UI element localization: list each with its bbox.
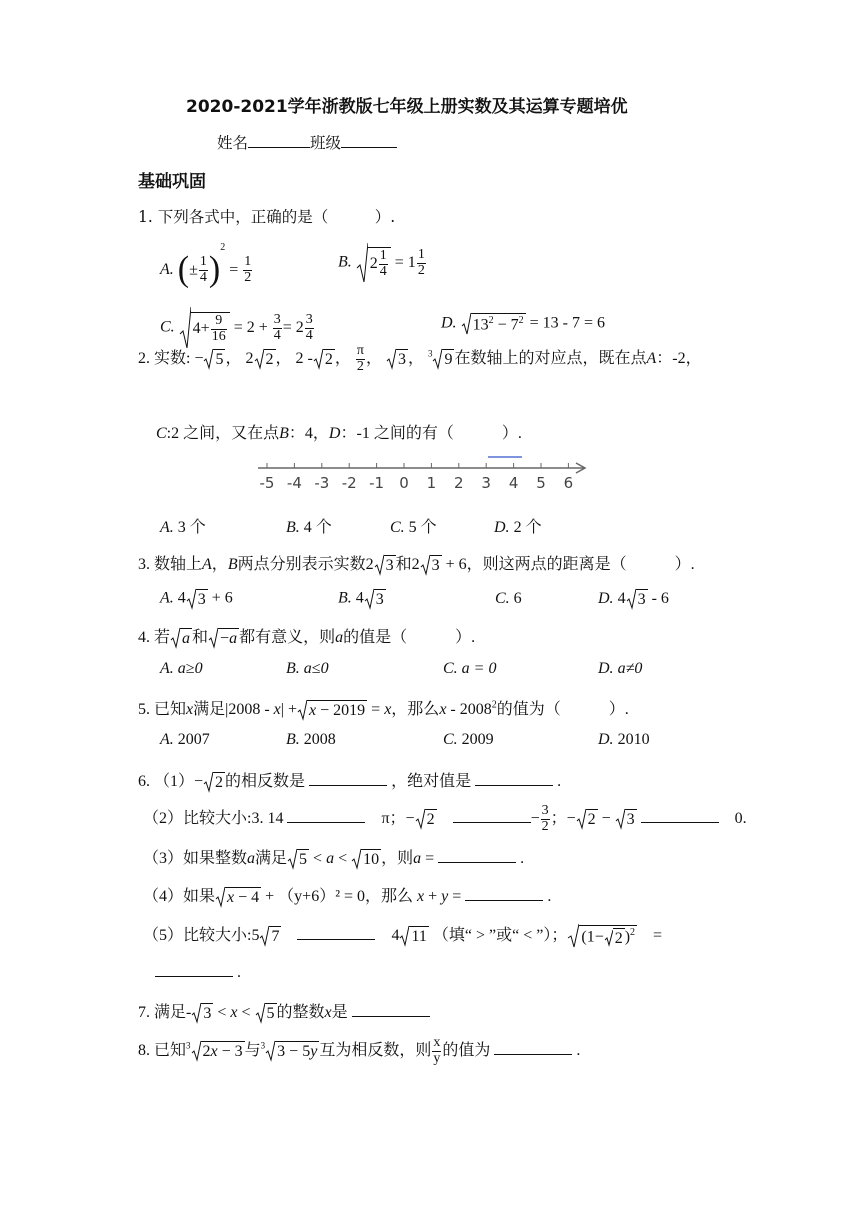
q3-options xyxy=(160,588,669,610)
q7-stem: 7. 满足- 3 < x < 5 的整数x是 xyxy=(138,999,430,1024)
q1-stem: 1. 下列各式中，正确的是（ ）. xyxy=(138,208,396,226)
name-blank[interactable] xyxy=(248,135,310,148)
q6-part1: 6. （1）− 2 的相反数是 ，绝对值是 . xyxy=(138,773,562,792)
q5-options xyxy=(160,731,650,749)
tick-label: 4 xyxy=(508,474,519,492)
tick-label: -5 xyxy=(259,474,275,492)
option-c[interactable]: C. 5 个 xyxy=(390,519,437,536)
q4-stem: 4. 若 a 和 −a 都有意义，则a的值是（ ）. xyxy=(138,629,476,648)
option-b[interactable]: B. 4 个 xyxy=(286,519,332,536)
section-title: 基础巩固 xyxy=(138,172,206,192)
option-a[interactable]: A. 4 3 + 6 xyxy=(160,589,233,608)
q5-stem: 5. 已知x满足|2008 - x| + x − 2019 = x，那么x - 2008$^2$的值为（ ）. xyxy=(138,699,629,720)
option-c[interactable]: C. 2009 xyxy=(443,731,494,748)
answer-blank[interactable] xyxy=(287,808,365,823)
option-a[interactable]: A. a≥0 xyxy=(160,660,203,677)
option-b[interactable]: B. a≤0 xyxy=(286,660,329,677)
option-d[interactable]: D. a≠0 xyxy=(598,660,643,677)
tick-label: 5 xyxy=(536,474,546,492)
answer-blank[interactable] xyxy=(465,886,543,901)
tick-label: 0 xyxy=(399,474,409,492)
tick-label: -1 xyxy=(369,474,385,492)
answer-blank[interactable] xyxy=(309,771,387,786)
option-c[interactable]: C. 6 xyxy=(495,589,522,607)
tick-label: 6 xyxy=(563,474,574,492)
name-class-line xyxy=(217,131,397,153)
q6-part5-line2: . xyxy=(155,962,241,982)
tick-label: -2 xyxy=(341,474,357,492)
option-b[interactable]: B. 2008 xyxy=(286,731,336,748)
tick-label: 3 xyxy=(481,474,491,492)
q6-part5: （5）比较大小:5 7 4 11 （填“ > ”或“ < ”）； (1− 2 )$^2$ = xyxy=(143,922,833,949)
q2-stem-line1: 2. 实数: − 5 ， 2 2 ， 2 - 2 ， $\frac{\pi}{2}$ ， 3 ， $^3$ 9 在数轴上的对应点，既在点A：-2， xyxy=(138,343,702,374)
answer-blank[interactable] xyxy=(475,771,553,786)
option-a[interactable]: A. 3 个 xyxy=(160,519,206,536)
option-label: B. xyxy=(338,253,352,271)
answer-blank[interactable] xyxy=(494,1040,572,1055)
page-title: 2020-2021学年浙教版七年级上册实数及其运算专题培优 xyxy=(186,97,628,117)
option-d[interactable]: D. 2010 xyxy=(598,731,650,748)
q2-options xyxy=(160,514,542,537)
tick-label: 2 xyxy=(454,474,464,492)
q1-option-d[interactable]: D. $13^2 - 7^2 = 13 - 7 = 6$ xyxy=(441,314,605,334)
tick-label: -4 xyxy=(286,474,302,492)
q8-stem: 8. 已知$^3$ 2x − 3 与$^3$ 3 − 5y 互为相反数，则 $\frac{x}{y}$ 的值为 . xyxy=(138,1035,581,1066)
q6-part2: （2）比较大小:3. 14 π；− 2 − $\frac{3}{2}$ ；− 2 − 3 0. xyxy=(143,803,747,834)
class-label: 班级 xyxy=(310,134,342,152)
q1-option-c[interactable]: C. 4+ $\frac{9}{16}$ = 2 + $\frac{3}{4}$ = 2 $\frac{3}{4}$ xyxy=(160,306,315,350)
answer-blank[interactable] xyxy=(297,925,375,940)
number-line xyxy=(252,452,592,496)
answer-blank[interactable] xyxy=(438,848,516,863)
option-label: A. xyxy=(160,261,174,278)
option-a[interactable]: A. 2007 xyxy=(160,731,210,748)
option-c[interactable]: C. a = 0 xyxy=(443,660,497,677)
answer-blank[interactable] xyxy=(641,808,719,823)
q1-option-a[interactable]: A. (± $\frac{1}{4}$ )$^2$ = $\frac{1}{2}$ xyxy=(160,242,252,290)
tick-label: -3 xyxy=(314,474,330,492)
name-label: 姓名 xyxy=(217,134,249,152)
q1-option-b[interactable]: B. 2 $\frac{1}{4}$ = 1 $\frac{1}{2}$ xyxy=(338,242,427,284)
q6-part3: （3）如果整数a满足 5 < a < 10 ，则a = . xyxy=(143,850,525,869)
tick-label: 1 xyxy=(426,474,437,492)
option-d[interactable]: D. 4 3 - 6 xyxy=(598,589,669,608)
q4-options xyxy=(160,660,642,678)
option-label: D. xyxy=(441,314,457,332)
option-label: C. xyxy=(160,318,175,336)
q3-stem: 3. 数轴上A，B两点分别表示实数2 3 和2 3 + 6，则这两点的距离是（ ）. xyxy=(138,556,695,575)
answer-blank[interactable] xyxy=(453,808,531,823)
class-blank[interactable] xyxy=(341,135,397,148)
answer-blank[interactable] xyxy=(155,962,233,977)
q2-stem-line2: C:2 之间，又在点B：4，D：-1 之间的有（ ）. xyxy=(156,425,522,442)
q6-part4: （4）如果 x − 4 + （y+6）² = 0，那么 x + y = . xyxy=(143,888,552,907)
option-d[interactable]: D. 2 个 xyxy=(494,519,542,536)
answer-blank[interactable] xyxy=(352,1002,430,1017)
option-b[interactable]: B. 4 3 xyxy=(338,589,384,608)
